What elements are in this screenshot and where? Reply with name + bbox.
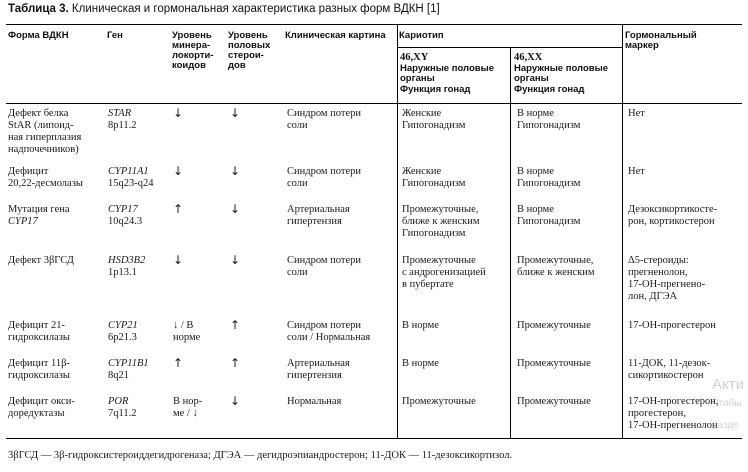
gene-name: CYP11B1 (108, 358, 149, 369)
karyotype-left-line (397, 24, 398, 439)
header-mineralocorticoids: Уровень минера- локорти- коидов (172, 30, 214, 71)
gene-locus: 6p21.3 (108, 332, 137, 343)
form-line: Мутация гена (8, 204, 70, 215)
gene-name: CYP21 (108, 320, 138, 331)
subheader-xx-karyotype: 46,XX (514, 52, 543, 63)
subheader-xx (514, 53, 608, 95)
cell-gene (108, 396, 137, 420)
cell-marker: 17-ОН-прогестерон, прогестерон, 17-ОН-прегненолон (628, 396, 719, 431)
cell-marker: Нет (628, 108, 645, 119)
header-karyotype: Кариотип (399, 30, 444, 41)
cell-form (8, 204, 70, 228)
cell-marker: 17-ОН-прогестерон (628, 320, 716, 331)
gene-name: CYP17 (108, 204, 138, 215)
cell-gene (108, 320, 138, 344)
cell-sex-steroids: ↓ (230, 106, 241, 120)
activation-watermark-line1: Акти (712, 376, 744, 393)
cell-xy: Женские Гипогонадизм (402, 108, 466, 131)
subheader-xy-karyotype: 46,XY (400, 52, 429, 63)
header-clinical-picture: Клиническая картина (285, 30, 386, 41)
cell-sex-steroids: ↓ (230, 164, 241, 178)
cell-xy: Промежуточные, ближе к женским Гипогонадизм (402, 204, 480, 239)
cell-xx: В норме Гипогонадизм (517, 204, 581, 227)
activation-watermark-line2: Чтобы (712, 398, 742, 409)
gene-locus: 8q21 (108, 370, 129, 381)
header-hormonal-marker: Гормональный маркер (625, 30, 697, 51)
cell-sex-steroids: ↑ (230, 356, 241, 370)
cell-xy: Женские Гипогонадизм (402, 166, 466, 189)
cell-form: Дефицит 20,22-десмолазы (8, 166, 83, 189)
cell-xx: Промежуточные, ближе к женским (517, 255, 595, 278)
cell-marker: 11-ДОК, 11-дезок- сикортикостерон (628, 358, 711, 381)
cell-gene (108, 358, 149, 382)
cell-xx: В норме Гипогонадизм (517, 108, 581, 131)
header-sex-steroids: Уровень половых стерои- дов (228, 30, 271, 71)
top-rule (6, 24, 742, 25)
table-footnote: 3βГСД — 3β-гидроксистероиддегидрогеназа; ДГЭА — дегидроэпиандростерон; 11-ДОК — 11-дезоксикортизол. (8, 450, 513, 461)
cell-clinic: Нормальная (287, 396, 342, 407)
cell-form: Дефект 3βГСД (8, 255, 74, 266)
karyotype-right-line (622, 24, 623, 439)
cell-xx: Промежуточные (517, 396, 591, 407)
table-caption-text: Клиническая и гормональная характеристика разных форм ВДКН [1] (68, 3, 440, 15)
cell-mineral: ↑ (173, 356, 184, 370)
subheader-xx-desc: Наружные половые органы Функция гонад (514, 62, 608, 95)
cell-clinic: Синдром потери соли (287, 108, 362, 131)
cell-xy: Промежуточные (402, 396, 476, 407)
cell-xy: Промежуточные с андрогенизацией в пубертате (402, 255, 486, 290)
gene-name: CYP11A1 (108, 166, 149, 177)
cell-clinic: Синдром потери соли / Нормальная (287, 320, 371, 343)
cell-marker: Дезоксикортикосте- рон, кортикостерон (628, 204, 718, 227)
cell-sex-steroids: ↓ (230, 202, 241, 216)
cell-form: Дефицит 21- гидроксилазы (8, 320, 70, 343)
header-form: Форма ВДКН (8, 30, 69, 41)
table-caption-label: Таблица 3. (8, 3, 69, 15)
cell-clinic: Синдром потери соли (287, 166, 362, 189)
header-gene: Ген (107, 30, 123, 41)
cell-mineral: ↑ (173, 202, 184, 216)
table-caption (8, 3, 440, 15)
cell-clinic: Синдром потери соли (287, 255, 362, 278)
cell-sex-steroids: ↑ (230, 318, 241, 332)
subheader-xy (400, 53, 494, 95)
table-bottom-rule (6, 438, 742, 439)
gene-name: HSD3B2 (108, 255, 146, 266)
cell-marker: Нет (628, 166, 645, 177)
karyotype-mid-line (510, 47, 511, 439)
cell-mineral: ↓ (173, 253, 184, 267)
cell-mineral: ↓ / В норме (173, 320, 201, 343)
gene-locus: 10q24.3 (108, 216, 143, 227)
cell-xx: Промежуточные (517, 320, 591, 331)
cell-mineral: ↓ (173, 164, 184, 178)
gene-locus: 7q11.2 (108, 408, 137, 419)
cell-marker: Δ5-стероиды: прегненолон, 17-ОН-прегнено- лон, ДГЭА (628, 255, 706, 302)
gene-locus: 15q23-q24 (108, 178, 154, 189)
gene-locus: 8p11.2 (108, 120, 137, 131)
cell-form: Дефицит окси- доредуктазы (8, 396, 75, 419)
cell-clinic: Артериальная гипертензия (287, 358, 350, 381)
activation-watermark-line3: разде (712, 420, 739, 431)
cell-sex-steroids: ↓ (230, 394, 241, 408)
header-bottom-rule (6, 103, 742, 104)
cell-clinic: Артериальная гипертензия (287, 204, 350, 227)
cell-gene (108, 255, 145, 279)
cell-xy: В норме (402, 358, 439, 369)
gene-name: STAR (108, 108, 132, 119)
cell-sex-steroids: ↓ (230, 253, 241, 267)
cell-xx: В норме Гипогонадизм (517, 166, 581, 189)
subheader-xy-desc: Наружные половые органы Функция гонад (400, 62, 494, 95)
gene-name: POR (108, 396, 129, 407)
cell-xx: Промежуточные (517, 358, 591, 369)
cell-gene (108, 108, 137, 132)
cell-xy: В норме (402, 320, 439, 331)
form-gene: CYP17 (8, 216, 38, 227)
cell-gene (108, 166, 154, 190)
cell-form: Дефект белка StAR (липоид- ная гиперплазия надпочечников) (8, 108, 82, 155)
cell-mineral: В нор- ме / ↓ (173, 396, 203, 419)
cell-form: Дефицит 11β- гидроксилазы (8, 358, 70, 381)
cell-mineral: ↓ (173, 106, 184, 120)
gene-locus: 1p13.1 (108, 267, 137, 278)
cell-gene (108, 204, 142, 228)
